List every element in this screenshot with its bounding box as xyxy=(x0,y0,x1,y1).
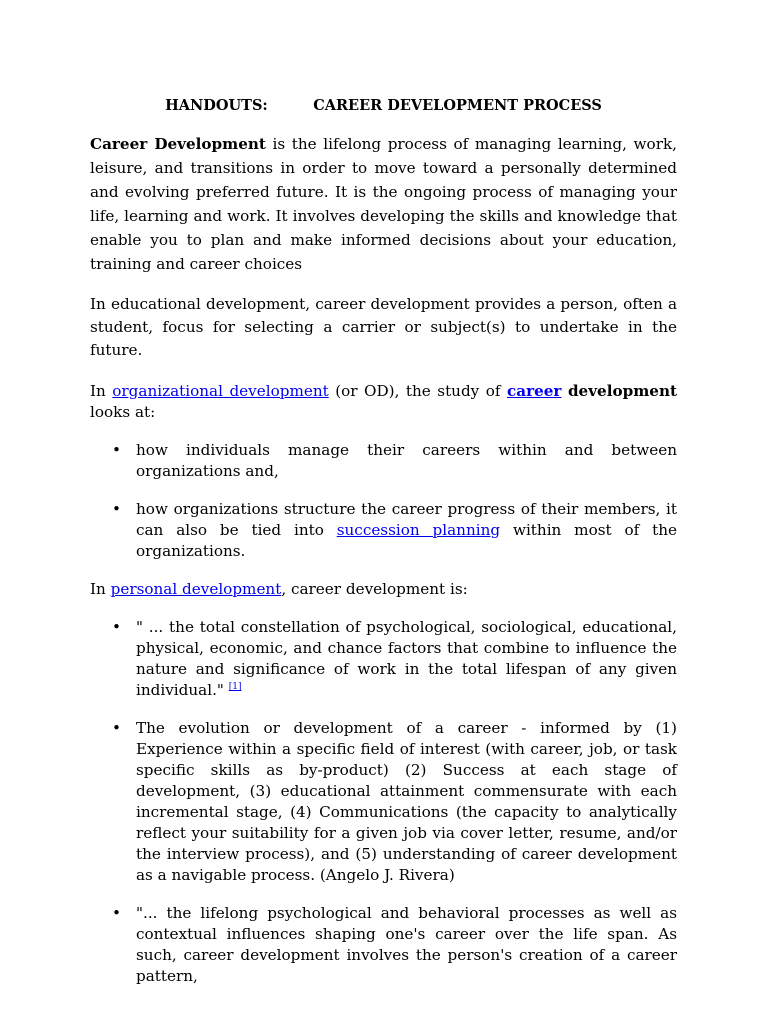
list-item xyxy=(90,718,677,886)
bullet-icon: • xyxy=(112,618,121,636)
list-item xyxy=(90,903,677,987)
page-title: HANDOUTS: CAREER DEVELOPMENT PROCESS xyxy=(165,97,602,114)
development-bold: development xyxy=(567,382,678,400)
succession-planning-link[interactable]: succession planning xyxy=(336,521,501,539)
personal-paragraph xyxy=(90,579,677,600)
list-item xyxy=(90,499,677,562)
organizational-list xyxy=(90,440,677,562)
educational-paragraph: In educational development, career development provides a person, often a student, focus for selecting a carrier or subject(s) to undertake in the future. xyxy=(90,295,677,359)
career-link[interactable] xyxy=(507,382,561,400)
pd-bullet-3-text: "... the lifelong psychological and behavioral processes as well as contextual influences shaping one's career over the life span. As such, career development involves the person's creation of a career pattern, xyxy=(136,904,677,985)
list-item xyxy=(90,440,677,482)
intro-paragraph xyxy=(90,132,677,276)
od-bullet-2-prefix: how organizations structure the career progress of their members, it can also be tied into xyxy=(136,500,677,539)
pd-bullet-1-text: " ... the total constellation of psychological, sociological, educational, physical, economic, and chance factors that combine to influence the nature and significance of work in the total lifespan of any given individual." xyxy=(136,618,677,699)
intro-term: Career Development xyxy=(90,135,266,153)
citation-ref xyxy=(229,682,242,692)
career-link-text: career xyxy=(507,382,562,400)
pd-prefix: In xyxy=(90,580,111,598)
od-bullet-1-text: how individuals manage their careers within and between organizations and, xyxy=(136,441,677,480)
document-page xyxy=(90,94,677,987)
bullet-icon: • xyxy=(112,441,121,459)
organizational-development-link[interactable]: organizational development xyxy=(112,382,329,400)
od-suffix: looks at: xyxy=(90,403,156,421)
bullet-icon: • xyxy=(112,500,121,518)
personal-list xyxy=(90,617,677,987)
bullet-icon: • xyxy=(112,904,121,922)
list-item xyxy=(90,617,677,701)
od-bullet-2-suffix: within most of the organizations. xyxy=(136,521,677,560)
od-middle: (or OD), the study of xyxy=(328,382,508,400)
pd-bullet-2-text: The evolution or development of a career - informed by (1) Experience within a specific field of interest (with career, job, or task specific skills as by-product) (2) Success at each stage of development, (3) educational attainment commensurate with each incremental stage, (4) Communications (the capacity to analytically reflect your suitability for a given job via cover letter, resume, and/or the interview process), and (5) understanding of career development as a navigable process. (Angelo J. Rivera) xyxy=(136,719,677,884)
bullet-icon: • xyxy=(112,719,121,737)
personal-development-link[interactable]: personal development xyxy=(110,580,282,598)
pd-suffix: , career development is: xyxy=(281,580,468,598)
citation-link[interactable]: [1] xyxy=(228,682,242,692)
organizational-paragraph xyxy=(90,381,677,423)
od-prefix: In xyxy=(90,382,113,400)
intro-text: is the lifelong process of managing learning, work, leisure, and transitions in order to move toward a personally determined and evolving preferred future. It is the ongoing process of managing your life, learning and work. It involves developing the skills and knowledge that enable you to plan and make informed decisions about your education, training and career choices xyxy=(90,135,677,273)
